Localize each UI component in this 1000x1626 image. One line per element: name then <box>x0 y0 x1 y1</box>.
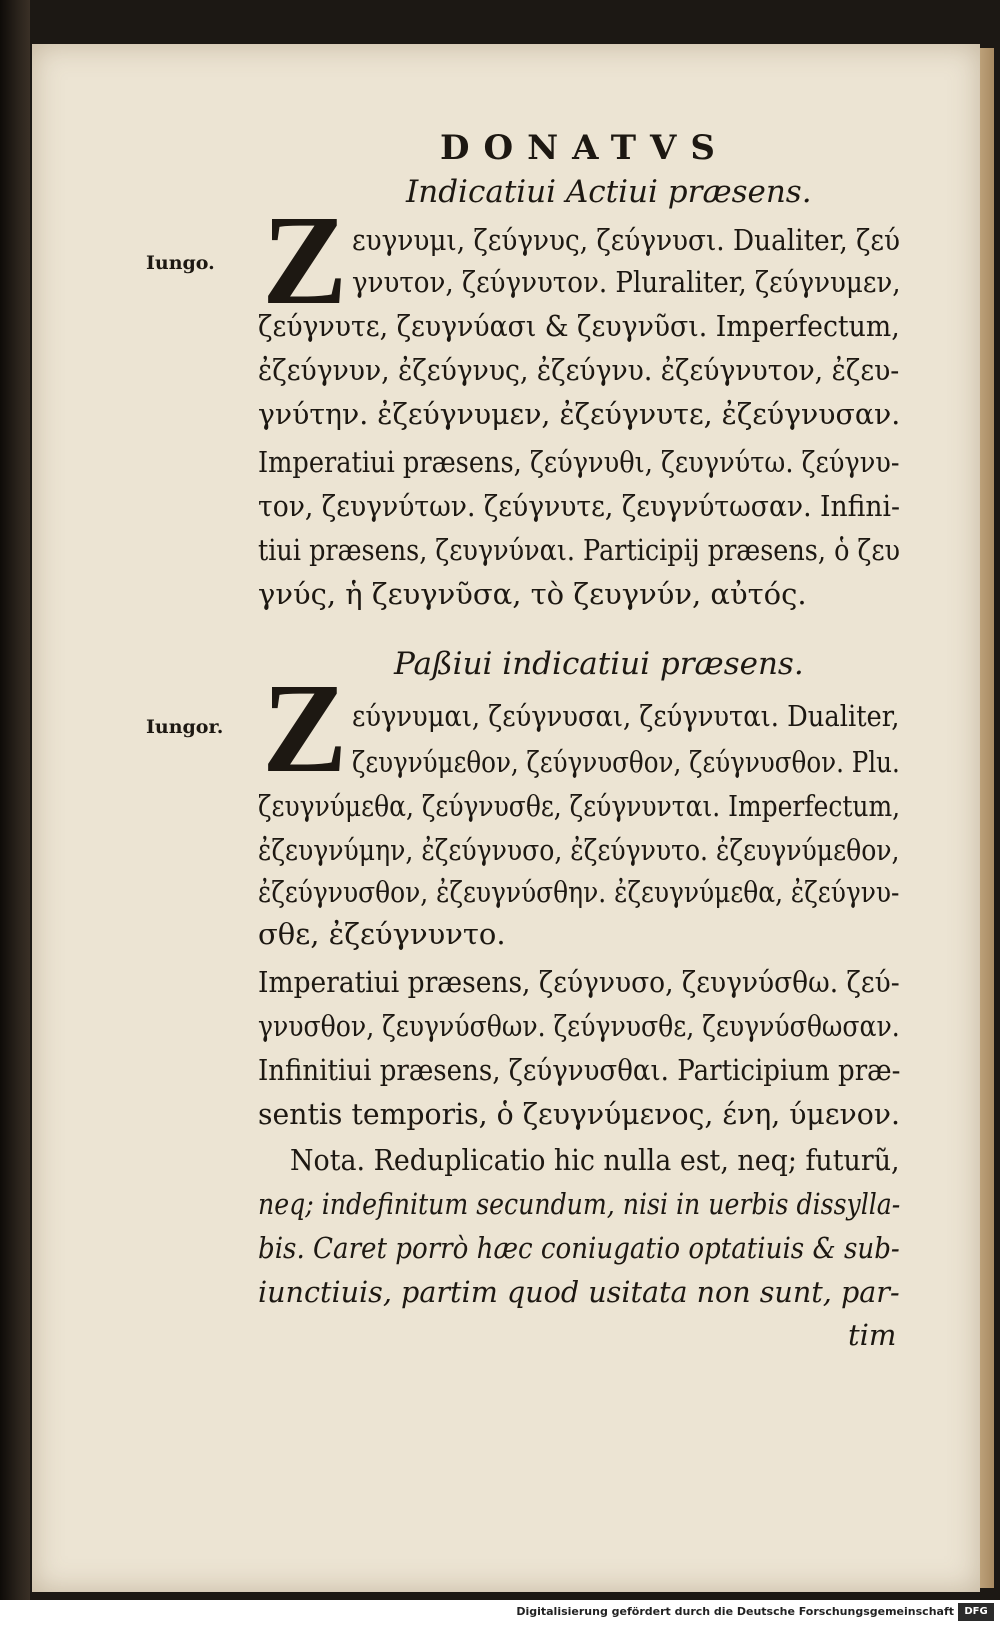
text-line: ζευγνύμεθον, ζεύγνυσθον, ζεύγνυσθον. Plu. <box>352 745 900 779</box>
text-line: tiui præsens, ζευγνύναι. Participij præsens, ὁ ζευ <box>258 533 901 567</box>
text-line: bis. Caret porrò hæc coniugatio optatiuis & sub- <box>258 1231 900 1265</box>
text-line: Imperatiui præsens, ζεύγνυσο, ζευγνύσθω. ζεύ- <box>258 965 900 999</box>
text-line: ἐζευγνύμην, ἐζεύγνυσο, ἐζεύγνυτο. ἐζευγνύμεθον, <box>258 833 900 867</box>
text-line: γνύτην. ἐζεύγνυμεν, ἐζεύγνυτε, ἐζεύγνυσαν. <box>258 397 901 431</box>
text-line: Imperatiui præsens, ζεύγνυθι, ζευγνύτω. ζεύγνυ- <box>258 445 900 479</box>
dfg-logo: DFG <box>958 1603 994 1621</box>
text-line: σθε, ἐζεύγνυντο. <box>258 917 506 951</box>
book-spine <box>0 0 30 1600</box>
text-line: τον, ζευγνύτων. ζεύγνυτε, ζευγνύτωσαν. Infini- <box>258 489 900 523</box>
text-line: εύγνυμαι, ζεύγνυσαι, ζεύγνυται. Dualiter, <box>352 699 900 733</box>
section-title-passive: Paßiui indicatiui præsens. <box>394 646 804 682</box>
margin-note-iungor: Iungor. <box>146 716 224 738</box>
footer-credit: Digitalisierung gefördert durch die Deutsche Forschungsgemeinschaft <box>516 1605 954 1618</box>
catchword: tim <box>848 1318 897 1352</box>
text-line: Infinitiui præsens, ζεύγνυσθαι. Participium præ- <box>258 1053 901 1087</box>
text-line: sentis temporis, ὁ ζευγνύμενος, ένη, ύμενον. <box>258 1097 900 1131</box>
text-line: neq; indefinitum secundum, nisi in uerbis dissylla- <box>258 1187 901 1221</box>
drop-cap-z: Z <box>262 657 348 799</box>
text-line: γνυτον, ζεύγνυτον. Pluraliter, ζεύγνυμεν, <box>352 265 901 299</box>
text-line: ἐζεύγνυσθον, ἐζευγνύσθην. ἐζευγνύμεθα, ἐζεύγνυ- <box>258 875 900 909</box>
text-line: ἐζεύγνυν, ἐζεύγνυς, ἐζεύγνυ. ἐζεύγνυτον, ἐζευ- <box>258 353 900 387</box>
text-line: Nota. Reduplicatio hic nulla est, neq; futurũ, <box>290 1143 900 1177</box>
text-line: γνυσθον, ζευγνύσθων. ζεύγνυσθε, ζευγνύσθωσαν. <box>258 1009 900 1043</box>
text-line: ευγνυμι, ζεύγνυς, ζεύγνυσι. Dualiter, ζεύ <box>352 223 900 257</box>
drop-cap-z: Z <box>262 189 348 331</box>
running-head: DONATVS <box>440 128 729 168</box>
margin-note-iungo: Iungo. <box>146 252 215 274</box>
section-title-active: Indicatiui Actiui præsens. <box>406 174 812 210</box>
text-line: iunctiuis, partim quod usitata non sunt, par- <box>258 1275 900 1309</box>
text-line: ζεύγνυτε, ζευγνύασι & ζευγνῦσι. Imperfectum, <box>258 309 900 343</box>
text-line: γνύς, ἡ ζευγνῦσα, τὸ ζευγνύν, αὐτός. <box>258 577 807 611</box>
footer-bar <box>0 1600 1000 1626</box>
text-line: ζευγνύμεθα, ζεύγνυσθε, ζεύγνυνται. Imperfectum, <box>258 789 901 823</box>
